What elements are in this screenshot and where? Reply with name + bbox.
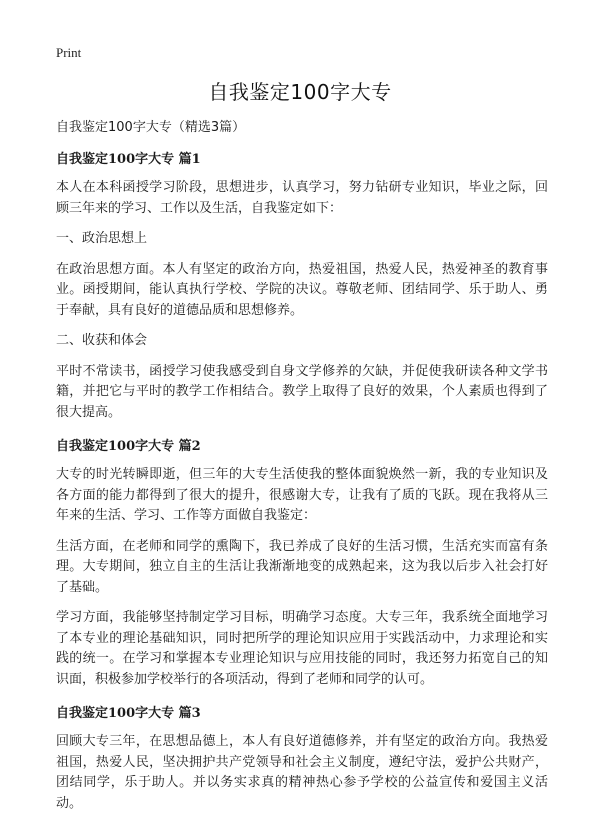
paragraph: 本人在本科函授学习阶段，思想进步，认真学习，努力钻研专业知识，毕业之际，回顾三年来的学习、工作以及生活，自我鉴定如下： — [56, 180, 548, 216]
article-3 — [56, 704, 548, 814]
print-link[interactable]: Print — [56, 45, 82, 60]
paragraph: 平时不常读书，函授学习使我感受到自身文学修养的欠缺，并促使我研读各种文学书籍，并把它与平时的教学工作相结合。教学上取得了良好的效果，个人素质也得到了很大提高。 — [56, 363, 548, 420]
document-body — [56, 118, 548, 824]
paragraph: 在政治思想方面。本人有坚定的政治方向，热爱祖国，热爱人民，热爱神圣的教育事业。函授期间，能认真执行学校、学院的决议。尊敬老师、团结同学、乐于助人、勇于奉献，具有良好的道德品质和思想修养。 — [56, 261, 548, 318]
article-1 — [56, 150, 548, 423]
subsection-heading: 一、政治思想上 — [56, 231, 148, 246]
paragraph: 生活方面，在老师和同学的熏陶下，我已养成了良好的生活习惯，生活充实而富有条理。大专期间，独立自主的生活让我渐渐地变的成熟起来，这为我以后步入社会打好了基础。 — [56, 538, 548, 595]
article-heading: 自我鉴定100字大专 篇1 — [56, 152, 201, 167]
article-2 — [56, 437, 548, 690]
document-subtitle: 自我鉴定100字大专（精选3篇） — [56, 120, 246, 135]
article-heading: 自我鉴定100字大专 篇2 — [56, 439, 201, 454]
article-heading: 自我鉴定100字大专 篇3 — [56, 706, 201, 721]
subsection-heading: 二、收获和体会 — [56, 333, 148, 348]
paragraph: 学习方面，我能够坚持制定学习目标，明确学习态度。大专三年，我系统全面地学习了本专业的理论基础知识，同时把所学的理论知识应用于实践活动中，力求理论和实践的统一。在学习和掌握本专业理论知识与应用技能的同时，我还努力拓宽自己的知识面，积极参加学校举行的各项活动，得到了老师和同学的认可。 — [56, 610, 548, 687]
paragraph: 回顾大专三年，在思想品德上，本人有良好道德修养，并有坚定的政治方向。我热爱祖国，热爱人民，坚决拥护共产党领导和社会主义制度，遵纪守法，爱护公共财产，团结同学，乐于助人。并以务实求真的精神热心参予学校的公益宣传和爱国主义活动。 — [56, 734, 548, 811]
document-title: 自我鉴定100字大专 — [208, 80, 392, 104]
paragraph: 大专的时光转瞬即逝，但三年的大专生活使我的整体面貌焕然一新，我的专业知识及各方面的能力都得到了很大的提升，很感谢大专，让我有了质的飞跃。现在我将从三年来的生活、学习、工作等方面做自我鉴定： — [56, 467, 548, 523]
